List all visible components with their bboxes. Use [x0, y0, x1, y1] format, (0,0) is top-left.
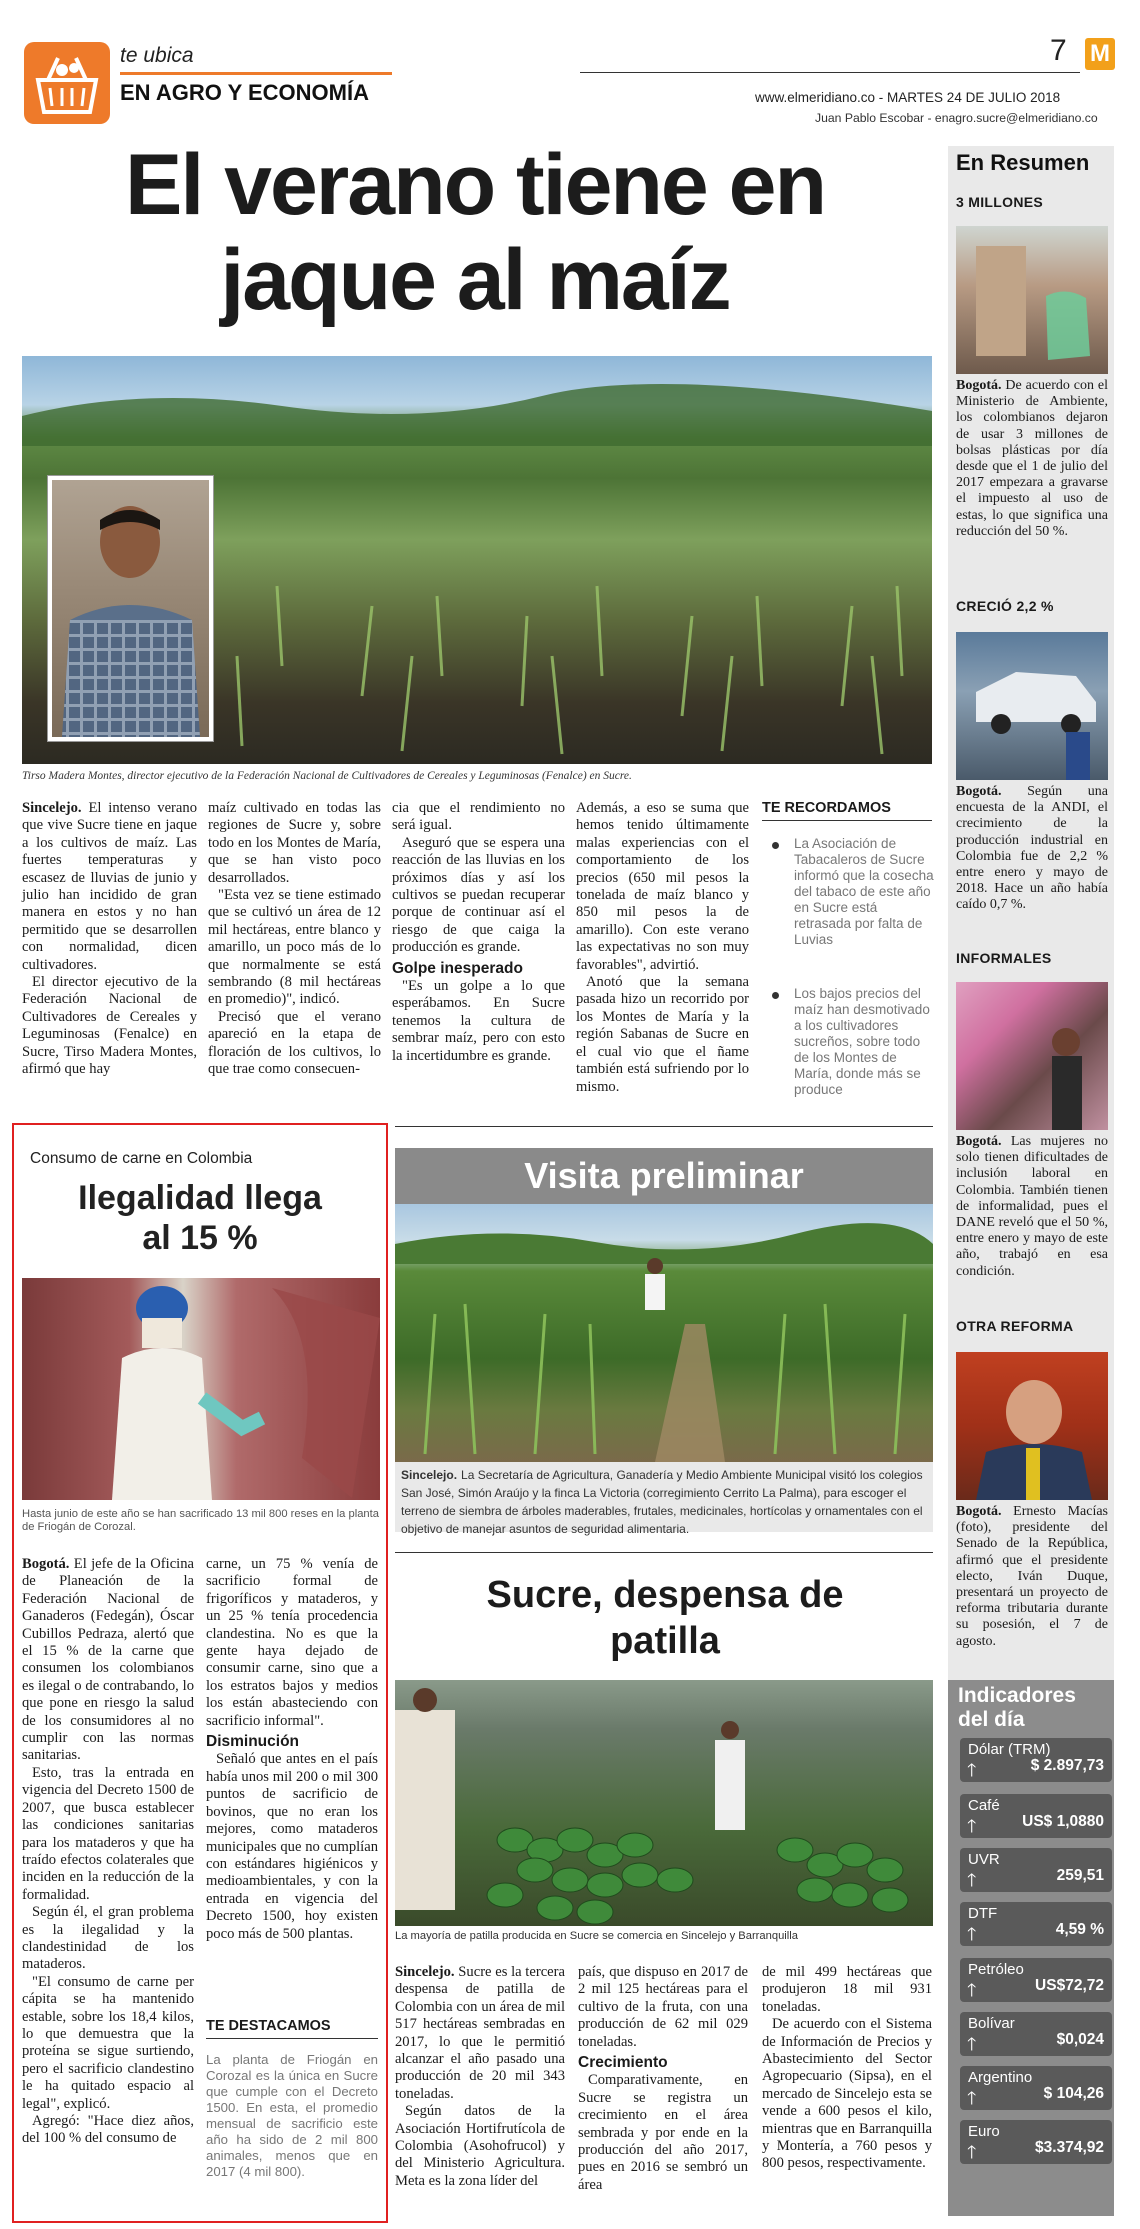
basket-logo-icon: [22, 40, 112, 126]
arrow-up-icon: 🡑: [967, 2142, 977, 2162]
patilla-col-3: de mil 499 hectáreas que produjeron 18 mil 931 toneladas. De acuerdo con el Sistema de Información de Precios y Abastecimiento del Sector Agropecuario (Sipsa), en el mercado de Sincelejo esta se vende a 600 pesos el kilo, mientras que en Barranquilla y Montería, a 760 pesos y 800 pesos, respectivamente.: [762, 1964, 932, 2172]
recordamos-item-2: Los bajos precios del maíz han desmotivado a los cultivadores sucreños, sobre todo de los Montes de María, donde más se produce: [794, 986, 934, 1098]
destacamos-text: La planta de Friogán en Corozal es la única en Sucre que cumple con el Decreto 1500. En esta, el promedio mensual de sacrificio este año ha sido de 2 mil 800 animales, menos que en 2017 (4 mil 800).: [206, 2052, 378, 2179]
patilla-headline: Sucre, despensa de patilla: [486, 1574, 844, 1662]
resumen-text-2: Bogotá. Según una encuesta de la ANDI, el crecimiento de la producción industrial en Colombia fue de 2,2 % entre enero y mayo de 2018. Hace un año había caído 0,7 %.: [956, 784, 1108, 913]
patilla-caption: La mayoría de patilla producida en Sucre se comercia en Sincelejo y Barranquilla: [395, 1930, 798, 1942]
main-col-3: cia que el rendimiento no será igual. Aseguró que se espera una reacción de las lluvias en los próximos días y así los cultivos se puedan recuperar porque de continuar así el riesgo de que caiga la producción es grande. Golpe inesperado "Es un golpe a lo que esperábamos. En Sucre tenemos la cultura de sembrar maíz, pero con esto la incertidumbre es grande.: [392, 800, 565, 1064]
patilla-col-2: país, que dispuso en 2017 de 2 mil 125 hectáreas para el cultivo de la fruta, con una producción de 62 mil 029 toneladas. Crecimiento Comparativamente, en Sucre se registra un crecimiento en el área sembrada y por ende en la producción del año 2017, pues en 2016 se sembró un área: [578, 1964, 748, 2193]
site-date: www.elmeridiano.co - MARTES 24 DE JULIO 2018: [755, 90, 1061, 105]
visita-headline: Visita preliminar: [395, 1148, 933, 1204]
header-rule: [580, 72, 1080, 73]
byline: Juan Pablo Escobar - enagro.sucre@elmeridiano.co: [815, 111, 1098, 125]
resumen-head-1: 3 MILLONES: [956, 194, 1044, 210]
recordamos-title: TE RECORDAMOS: [762, 800, 891, 816]
main-col-1: Sincelejo. El intenso verano que vive Sucre tiene en jaque a los cultivos de maíz. Las fuertes temperaturas y escasez de lluvias de junio y julio han incidido de gran manera en estos y no han permitido que se desarrollen con normalidad, dicen cultivadores. El director ejecutivo de la Federación Nacional de Cultivadores de Cereales y Leguminosas (Fenalce) en Sucre, Tirso Madera Montes, afirmó que hay: [22, 800, 197, 1078]
main-col-2: maíz cultivado en todas las regiones de Sucre y, sobre todo en los Montes de María, que se han visto poco desarrollados. "Esta vez se tiene estimado que se cultivó un área de 12 mil hectáreas, entre blanco y amarillo, un poco más de lo que normalmente se está sembrando (8 mil hectáreas en promedio)", indicó. Precisó que el verano apareció en la etapa de floración de los cultivos, lo que trae como consecuen-: [208, 800, 381, 1078]
patilla-col-1: Sincelejo. Sucre es la tercera despensa de patilla de Colombia con un área de mil 517 hectáreas sembradas en 2017, lo que le permitió alcanzar el año pasado una producción de 20 mil 343 toneladas. Según datos de la Asociación Hortifrutícola de Colombia (Asohofrucol) y del Ministerio Agricultura. Meta es la zona líder del: [395, 1964, 565, 2189]
carne-col-2: carne, un 75 % venía de sacrificio formal de frigoríficos y mataderos, y un 25 % tenía procedencia clandestina. No es que la gente haya dejado de consumir carne, sino que a los estratos bajos y medios los están abasteciendo con sacrificio informal". Disminución Señaló que antes en el país había unos mil 200 o mil 300 puntos de sacrificio de bovinos, que no eran los mejores, como mataderos municipales que no cumplían con estándares higiénicos y medioambientales, y con la entrada en vigencia del Decreto 1500, hoy existen poco más de 500 plantas.: [206, 1556, 378, 1942]
indicator-argentino: Argentino 🡑 $ 104,26: [960, 2066, 1112, 2110]
resumen-head-2: CRECIÓ 2,2 %: [956, 598, 1054, 614]
recordamos-item-1: La Asociación de Tabacaleros de Sucre informó que la cosecha del tabaco de este año en Sucre está retrasada por falta de Luvias: [794, 836, 934, 948]
slaughterhouse-photo: [22, 1278, 380, 1500]
section-name: EN AGRO Y ECONOMÍA: [120, 80, 369, 105]
main-headline: El verano tiene en jaque al maíz: [124, 137, 826, 328]
arrow-up-icon: 🡑: [967, 2034, 977, 2054]
resumen-text-3: Bogotá. Las mujeres no solo tienen dificultades de inclusión laboral en Colombia. También tienen de informalidad, pues el DANE reveló que el 50 %, entre enero y mayo de este año, trabajó en esa condición.: [956, 1134, 1109, 1279]
resumen-head-4: OTRA REFORMA: [956, 1318, 1074, 1334]
arrow-up-icon: 🡑: [967, 1980, 977, 2000]
indicator-petroleo: Petróleo 🡑 US$72,72: [960, 1958, 1112, 2002]
resumen-head-3: INFORMALES: [956, 950, 1052, 966]
meridiano-logo: M: [1085, 38, 1115, 70]
indicator-euro: Euro 🡑 $3.374,92: [960, 2120, 1112, 2164]
indicator-dolar: Dólar (TRM) 🡑 $ 2.897,73: [960, 1738, 1112, 1782]
market-vendor-photo: [956, 982, 1108, 1130]
visita-caption: Sincelejo. La Secretaría de Agricultura, Ganadería y Medio Ambiente Municipal visitó los colegios San José, Simón Araújo y la finca La Victoria (corregimiento Cerrito La Palma), para escoger el terreno de siembra de árboles maderables, frutales, medicinales, hortícolas y ornamentales con el objetivo de manejar asuntos de seguridad alimentaria.: [395, 1462, 933, 1532]
main-col-4: Además, a eso se suma que hemos tenido últimamente malas experiencias con el comportamiento de los precios (650 mil pesos la tonelada de maíz blanco y 850 mil pesos la de amarillo). Con este verano las expectativas no son muy favorables", advirtió. Anotó que la semana pasada hizo un recorrido por los Montes de María y la región Sabanas de Sucre en el cual vio que el ñame también está sufriendo por lo mismo.: [576, 800, 749, 1095]
destacamos-title: TE DESTACAMOS: [206, 2018, 331, 2034]
arrow-up-icon: 🡑: [967, 1870, 977, 1890]
car-factory-photo: [956, 632, 1108, 780]
indicator-dtf: DTF 🡑 4,59 %: [960, 1902, 1112, 1946]
indicator-bolivar: Bolívar 🡑 $0,024: [960, 2012, 1112, 2056]
watermelon-photo: [395, 1680, 933, 1926]
indicadores-title: Indicadores del día: [958, 1684, 1076, 1731]
indicator-uvr: UVR 🡑 259,51: [960, 1848, 1112, 1892]
section-small-label: te ubica: [120, 44, 194, 67]
carne-kicker: Consumo de carne en Colombia: [30, 1150, 253, 1167]
arrow-up-icon: 🡑: [967, 1816, 977, 1836]
indicator-cafe: Café 🡑 US$ 1,0880: [960, 1794, 1112, 1838]
carne-caption: Hasta junio de este año se han sacrificado 13 mil 800 reses en la planta de Friogán de Corozal.: [22, 1508, 379, 1534]
arrow-up-icon: 🡑: [967, 1760, 977, 1780]
ernesto-macias-photo: [956, 1352, 1108, 1500]
page-number: 7: [1050, 34, 1067, 67]
arrow-up-icon: 🡑: [967, 1924, 977, 1944]
main-photo-caption: Tirso Madera Montes, director ejecutivo de la Federación Nacional de Cultivadores de Cereales y Leguminosas (Fenalce) en Sucre.: [22, 770, 632, 782]
visita-photo: [395, 1204, 933, 1462]
carne-col-1: Bogotá. El jefe de la Oficina de Planeación de la Federación Nacional de Ganaderos (Fedegán), Óscar Cubillos Pedraza, alertó que el 15 % de la carne que consumen los colombianos es ilegal o de contrabando, lo que pone en riesgo la salud de los consumidores al no cumplir con las normas sanitarias. Esto, tras la entrada en vigencia del Decreto 1500 de 2007, que busca establecer las condiciones sanitarias para los mataderos y que ha traído efectos colaterales que inciden en la reducción de la formalidad. Según él, el gran problema es la ilegalidad y la clandestinidad de los mataderos. "El consumo de carne per cápita se ha mantenido estable, sobre los 18,4 kilos, lo que demuestra que la proteína se sigue surtiendo, pero el sacrificio clandestino le ha quitado espacio al legal", explicó. Agregó: "Hace diez años, del 100 % del consumo de: [22, 1556, 195, 2147]
resumen-text-1: Bogotá. De acuerdo con el Ministerio de Ambiente, los colombianos dejaron de usar 3 millones de bolsas plásticas por día desde que el 1 de julio del 2017 empezara a gravarse el impuesto al uso de estas, lo que significa una reducción del 50 %.: [956, 378, 1108, 539]
carne-headline: Ilegalidad llega al 15 %: [78, 1179, 322, 1257]
resumen-title: En Resumen: [956, 150, 1090, 175]
tirso-madera-portrait: [48, 476, 213, 741]
plastic-bags-photo: [956, 226, 1108, 374]
resumen-text-4: Bogotá. Ernesto Macías (foto), presidente del Senado de la República, afirmó que el presidente electo, Iván Duque, presentará un proyecto de reforma tributaria durante su posesión, el 7 de agosto.: [956, 1504, 1108, 1649]
section-rule: [120, 72, 392, 75]
section-logo: [22, 40, 112, 126]
arrow-up-icon: 🡑: [967, 2088, 977, 2108]
